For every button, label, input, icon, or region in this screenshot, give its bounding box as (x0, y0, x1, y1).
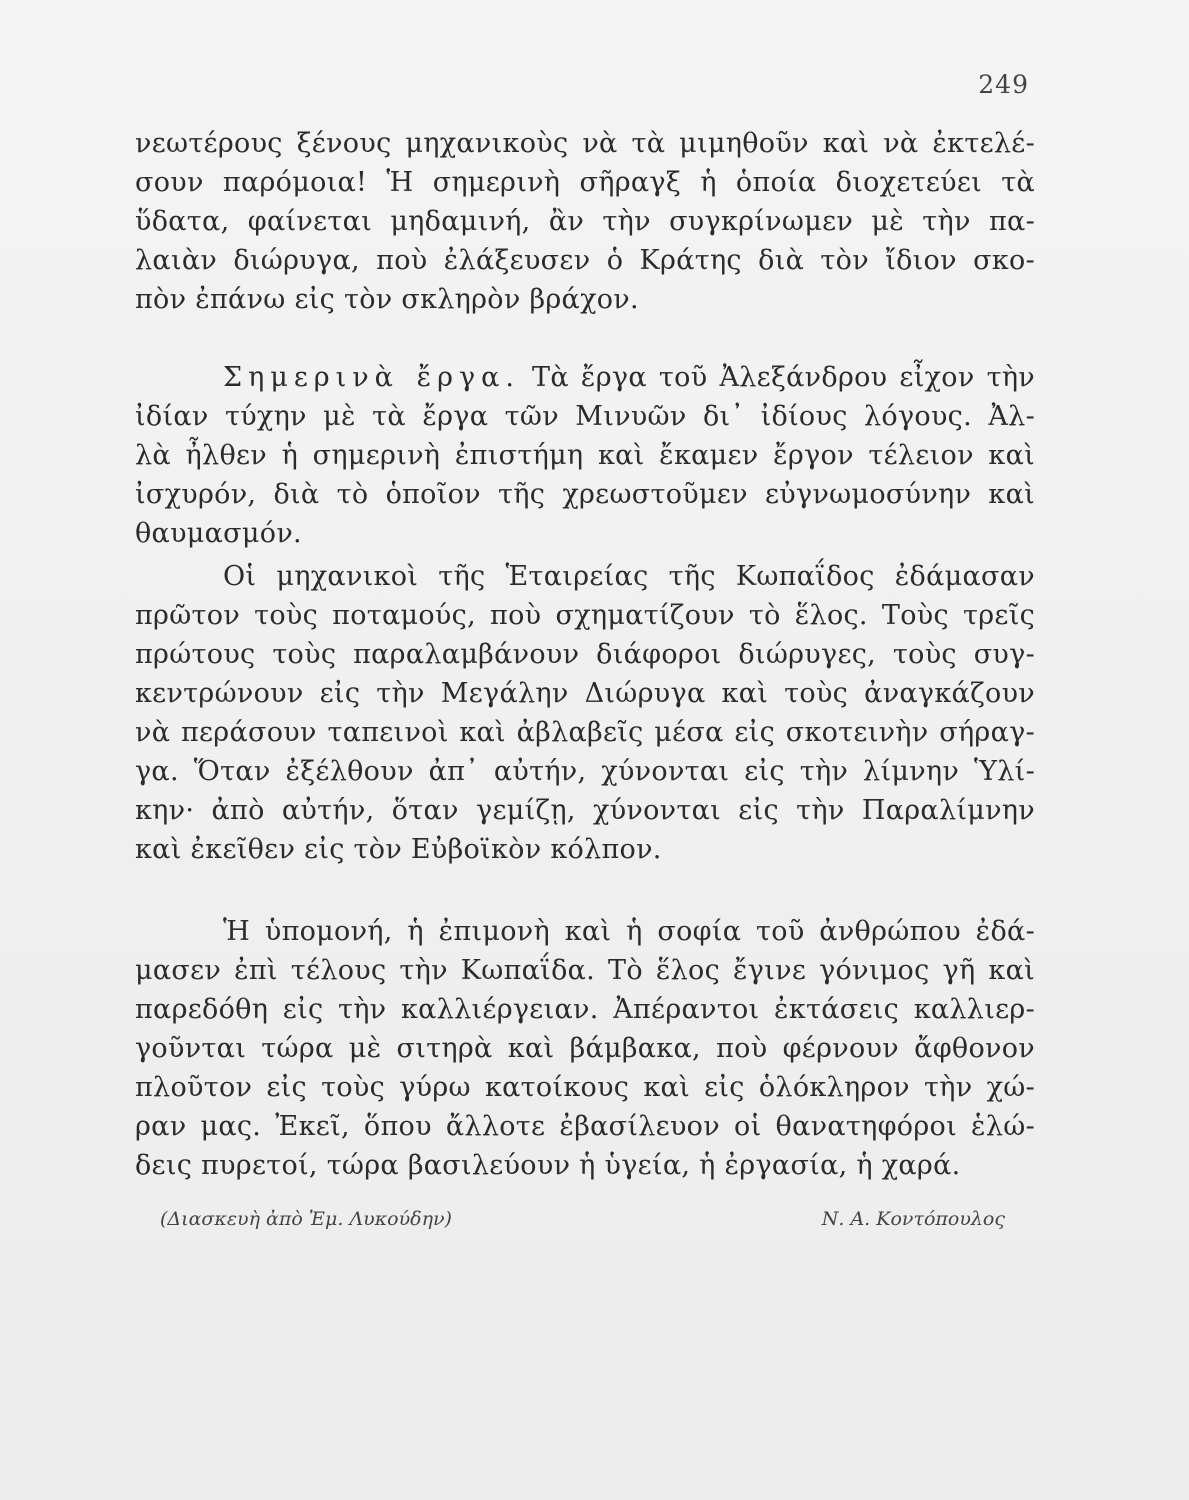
text-line (135, 358, 1035, 397)
text-line: Οἱ μηχανικοὶ τῆς Ἑταιρείας τῆς Κωπαΐδος ἐδάμασαν (223, 561, 1035, 592)
text-line: ἰσχυρόν, διὰ τὸ ὁποῖον τῆς χρεωστοῦμεν εὐγνωμοσύνην καὶ (135, 479, 1035, 510)
text-line: ραν μας. Ἐκεῖ, ὅπου ἄλλοτε ἐβασίλευον οἱ θανατηφόροι ἑλώ- (135, 1111, 1035, 1142)
text-line: θαυμασμόν. (135, 518, 302, 549)
text-line: νεωτέρους ξένους μηχανικοὺς νὰ τὰ μιμηθοῦν καὶ νὰ ἐκτελέ- (135, 128, 1035, 159)
paragraph-2 (135, 358, 1035, 553)
text-line: πρώτους τοὺς παραλαμβάνουν διάφοροι διώρυγες, τοὺς συγ- (135, 639, 1035, 670)
text-line: λαιὰν διώρυγα, ποὺ ἐλάξευσεν ὁ Κράτης διὰ τὸν ἴδιον σκο- (135, 245, 1035, 276)
text-line: σουν παρόμοια! Ἡ σημερινὴ σῆραγξ ἡ ὁποία διοχετεύει τὰ (135, 167, 1035, 198)
page-number: 249 (978, 70, 1029, 99)
author-name: Ν. Α. Κοντόπουλος (821, 1208, 1005, 1230)
paragraph-3 (135, 557, 1035, 869)
section-title: Σημερινὰ ἔργα. (223, 362, 520, 393)
text-line: Ἡ ὑπομονή, ἡ ἐπιμονὴ καὶ ἡ σοφία τοῦ ἀνθρώπου ἐδά- (223, 916, 1035, 947)
text-line: ὕδατα, φαίνεται μηδαμινή, ἂν τὴν συγκρίνωμεν μὲ τὴν πα- (135, 206, 1035, 237)
text-line: κεντρώνουν εἰς τὴν Μεγάλην Διώρυγα καὶ τοὺς ἀναγκάζουν (135, 678, 1035, 709)
text-line: πὸν ἐπάνω εἰς τὸν σκληρὸν βράχον. (135, 284, 639, 315)
text-line-rest: Τὰ ἔργα τοῦ Ἀλεξάνδρου εἶχον τὴν (532, 362, 1036, 393)
paragraph-4 (135, 912, 1035, 1185)
text-line: μασεν ἐπὶ τέλους τὴν Κωπαΐδα. Τὸ ἕλος ἔγινε γόνιμος γῆ καὶ (135, 955, 1035, 986)
text-line: πλοῦτον εἰς τοὺς γύρω κατοίκους καὶ εἰς ὁλόκληρον τὴν χώ- (135, 1072, 1035, 1103)
text-line: δεις πυρετοί, τώρα βασιλεύουν ἡ ὑγεία, ἡ ἐργασία, ἡ χαρά. (135, 1150, 961, 1181)
attribution-footer (160, 1208, 1005, 1230)
source-note: (Διασκευὴ ἀπὸ Ἐμ. Λυκούδην) (160, 1208, 452, 1230)
text-line: νὰ περάσουν ταπεινοὶ καὶ ἀβλαβεῖς μέσα εἰς σκοτεινὴν σήραγ- (135, 717, 1035, 748)
text-line: πρῶτον τοὺς ποταμούς, ποὺ σχηματίζουν τὸ ἕλος. Τοὺς τρεῖς (135, 600, 1035, 631)
text-line: καὶ ἐκεῖθεν εἰς τὸν Εὐβοϊκὸν κόλπον. (135, 834, 662, 865)
text-line: ἰδίαν τύχην μὲ τὰ ἔργα τῶν Μινυῶν δι᾽ ἰδίους λόγους. Ἀλ- (135, 401, 1035, 432)
text-line: γα. Ὅταν ἐξέλθουν ἀπ᾽ αὐτήν, χύνονται εἰς τὴν λίμνην Ὑλί- (135, 756, 1035, 787)
text-line: γοῦνται τώρα μὲ σιτηρὰ καὶ βάμβακα, ποὺ φέρνουν ἄφθονον (135, 1033, 1035, 1064)
text-line: κην· ἀπὸ αὐτήν, ὅταν γεμίζῃ, χύνονται εἰς τὴν Παραλίμνην (135, 795, 1035, 826)
text-line: παρεδόθη εἰς τὴν καλλιέργειαν. Ἀπέραντοι ἐκτάσεις καλλιερ- (135, 994, 1035, 1025)
paragraph-1 (135, 124, 1035, 319)
text-line: λὰ ἦλθεν ἡ σημερινὴ ἐπιστήμη καὶ ἔκαμεν ἔργον τέλειον καὶ (135, 440, 1035, 471)
